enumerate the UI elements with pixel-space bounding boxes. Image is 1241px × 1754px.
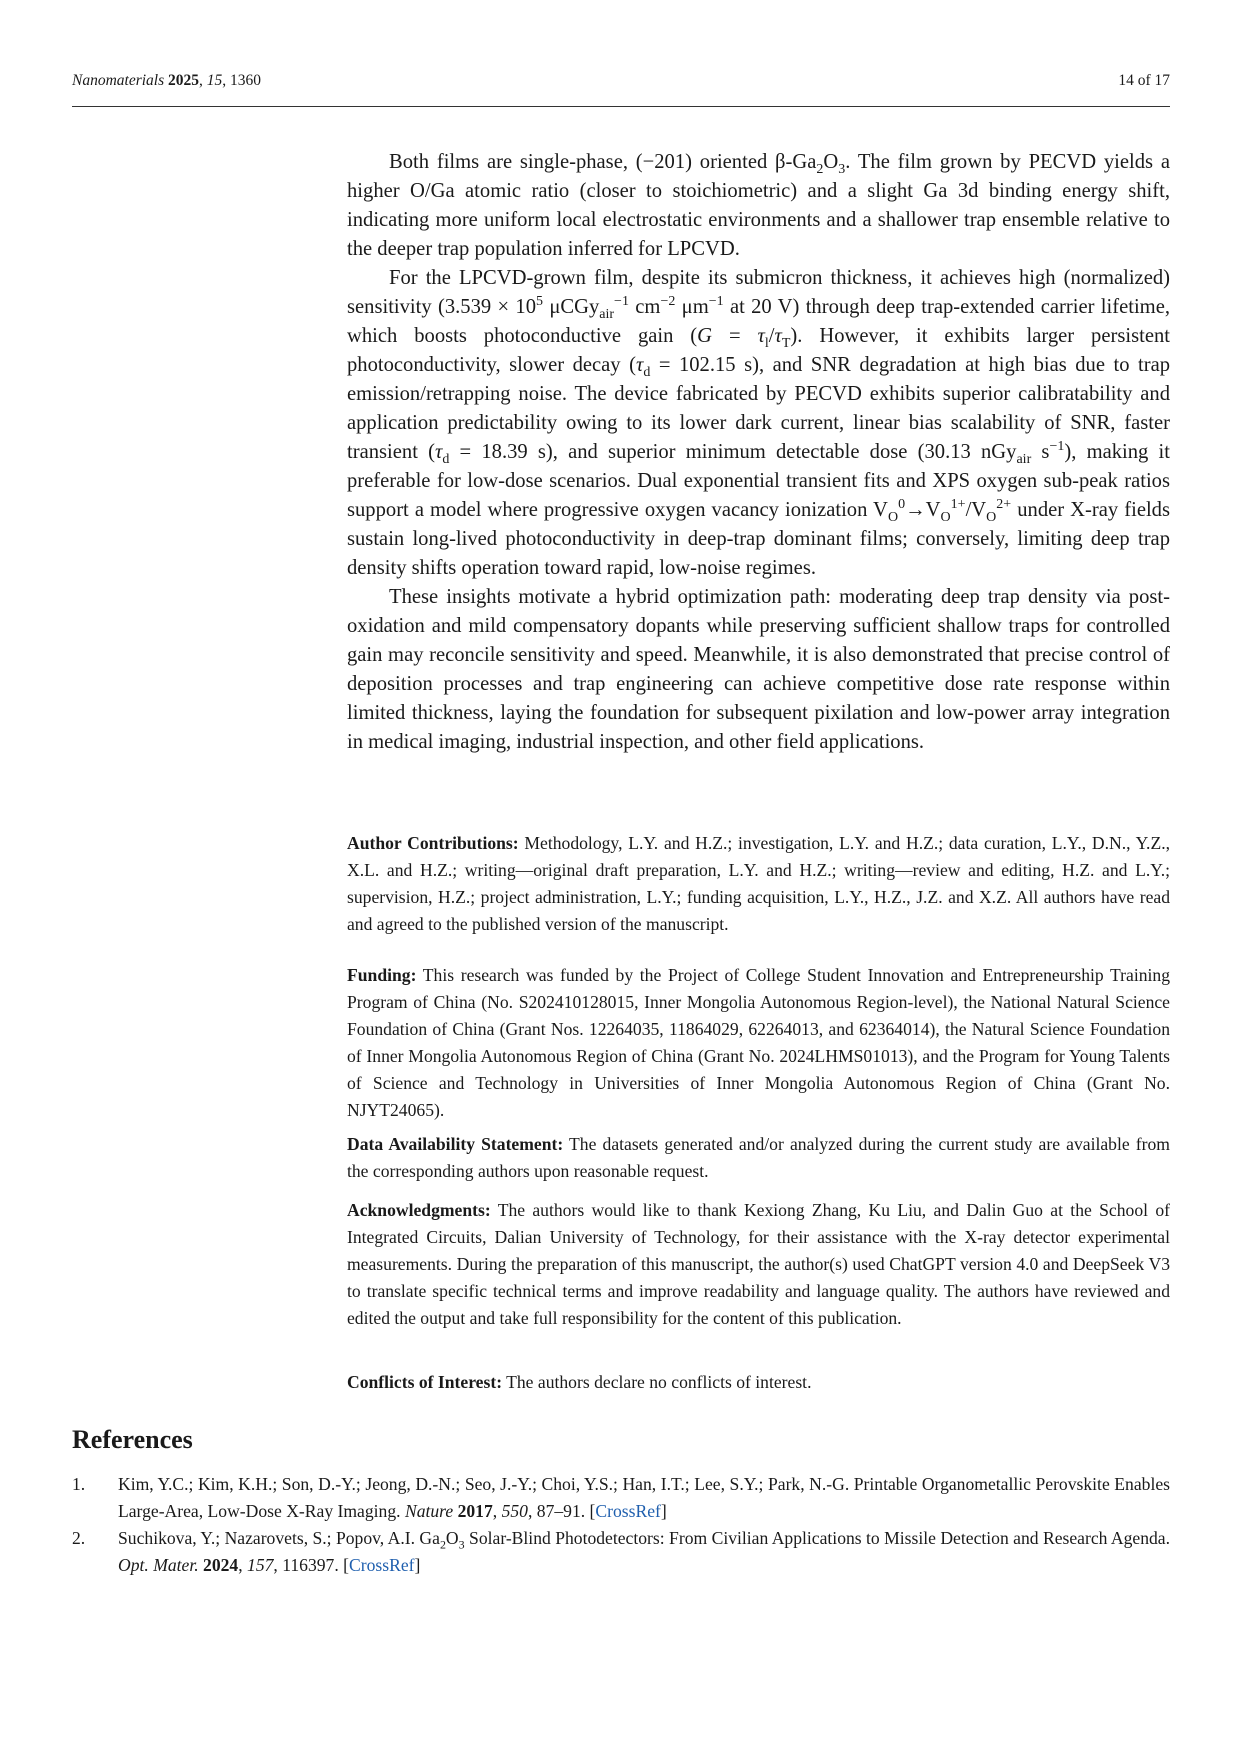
- main-text: [347, 148, 1170, 757]
- author-contributions: Author Contributions: Methodology, L.Y. and H.Z.; investigation, L.Y. and H.Z.; data curation, L.Y., D.N., Y.Z., X.L. and H.Z.; writing—original draft preparation, L.Y. and H.Z.; writing—review and editing, H.Z. and L.Y.; supervision, H.Z.; project administration, L.Y.; funding acquisition, L.Y., H.Z., J.Z. and X.Z. All authors have read and agreed to the published version of the manuscript.: [347, 833, 1170, 934]
- conflicts-of-interest: Conflicts of Interest: The authors declare no conflicts of interest.: [347, 1372, 812, 1392]
- reference-number: 1.: [72, 1474, 86, 1494]
- paragraph-1: Both films are single-phase, (−201) oriented $\beta-Ga_2O_3$. The film grown by PECVD yields a higher O/Ga atomic ratio (closer to stoichiometric) and a slight Ga 3d binding energy shift, indicating more uniform local electrostatic environments and a shallower trap ensemble relative to the deeper trap population inferred for LPCVD.: [347, 151, 1170, 260]
- references-heading: References: [72, 1425, 193, 1454]
- paragraph-3: These insights motivate a hybrid optimization path: moderating deep trap density via post-oxidation and mild compensatory dopants while preserving sufficient shallow traps for controlled gain may reconcile sensitivity and speed. Meanwhile, it is also demonstrated that precise control of deposition processes and trap engineering can achieve competitive dose rate response within limited thickness, laying the foundation for subsequent pixilation and low-power array integration in medical imaging, industrial inspection, and other field applications.: [347, 586, 1170, 753]
- journal-article: 1360: [230, 72, 262, 89]
- journal-citation: Nanomaterials 2025, 15, 1360: [72, 72, 262, 89]
- page-number: 14 of 17: [1118, 72, 1170, 89]
- acknowledgments: Acknowledgments: The authors would like to thank Kexiong Zhang, Ku Liu, and Dalin Guo at the School of Integrated Circuits, Dalian University of Technology, for their assistance with the X-ray detector experimental measurements. During the preparation of this manuscript, the author(s) used ChatGPT version 4.0 and DeepSeek V3 to translate specific technical terms and improve readability and language quality. The authors have reviewed and edited the output and take full responsibility for the content of this publication.: [347, 1200, 1170, 1328]
- reference-text: Suchikova, Y.; Nazarovets, S.; Popov, A.I. $Ga_2O_3$ Solar-Blind Photodetectors: From Civilian Applications to Missile Detection and Research Agenda. Opt. Mater. 2024, 157, 116397. [CrossRef]: [118, 1528, 1170, 1575]
- crossref-link[interactable]: CrossRef: [349, 1555, 415, 1575]
- reference-text: Kim, Y.C.; Kim, K.H.; Son, D.-Y.; Jeong, D.-N.; Seo, J.-Y.; Choi, Y.S.; Han, I.T.; Lee, S.Y.; Park, N.-G. Printable Organometallic Perovskite Enables Large-Area, Low-Dose X-Ray Imaging. Nature 2017, 550, 87–91. [CrossRef]: [118, 1474, 1170, 1521]
- journal-name: Nanomaterials: [72, 72, 165, 89]
- data-availability-statement: Data Availability Statement: The datasets generated and/or analyzed during the current study are available from the corresponding authors upon reasonable request.: [347, 1134, 1170, 1181]
- reference-number: 2.: [72, 1528, 86, 1548]
- journal-year: 2025: [168, 72, 200, 89]
- paragraph-2: For the LPCVD-grown film, despite its submicron thickness, it achieves high (normalized) sensitivity ($3.539 \times 10^5$ μCGy$_{air}^{-1}$ $cm^{-2}$ $\mu m^{-1}$ at 20 V) through deep trap-extended carrier lifetime, which boosts photoconductive gain $(G = \tau_l/\tau_T)$. However, it exhibits larger persistent photoconductivity, slower decay ($\tau_d = 102.15$ s), and SNR degradation at high bias due to trap emission/retrapping noise. The device fabricated by PECVD exhibits superior calibratability and application predictability owing to its lower dark current, linear bias scalability of SNR, faster transient ($\tau_d = 18.39$ s), and superior minimum detectable dose (30.13 nGy$_{air}$ $s^{-1}$), making it preferable for low-dose scenarios. Dual exponential transient fits and XPS oxygen sub-peak ratios support a model where progressive oxygen vacancy ionization $V_O^0\to V_O^{1+}/V_O^{2+}$ under X-ray fields sustain long-lived photoconductivity in deep-trap dominant films; conversely, limiting deep trap density shifts operation toward rapid, low-noise regimes.: [347, 267, 1171, 579]
- page-header: [72, 72, 1170, 107]
- funding-statement: Funding: This research was funded by the Project of College Student Innovation and Entrepreneurship Training Program of China (No. S202410128015, Inner Mongolia Autonomous Region-level), the National Natural Science Foundation of China (Grant Nos. 12264035, 11864029, 62264013, and 62364014), the Natural Science Foundation of Inner Mongolia Autonomous Region of China (Grant No. 2024LHMS01013), and the Program for Young Talents of Science and Technology in Universities of Inner Mongolia Autonomous Region of China (Grant No. NJYT24065).: [347, 965, 1170, 1120]
- crossref-link[interactable]: CrossRef: [595, 1501, 661, 1521]
- journal-volume: 15: [206, 72, 223, 89]
